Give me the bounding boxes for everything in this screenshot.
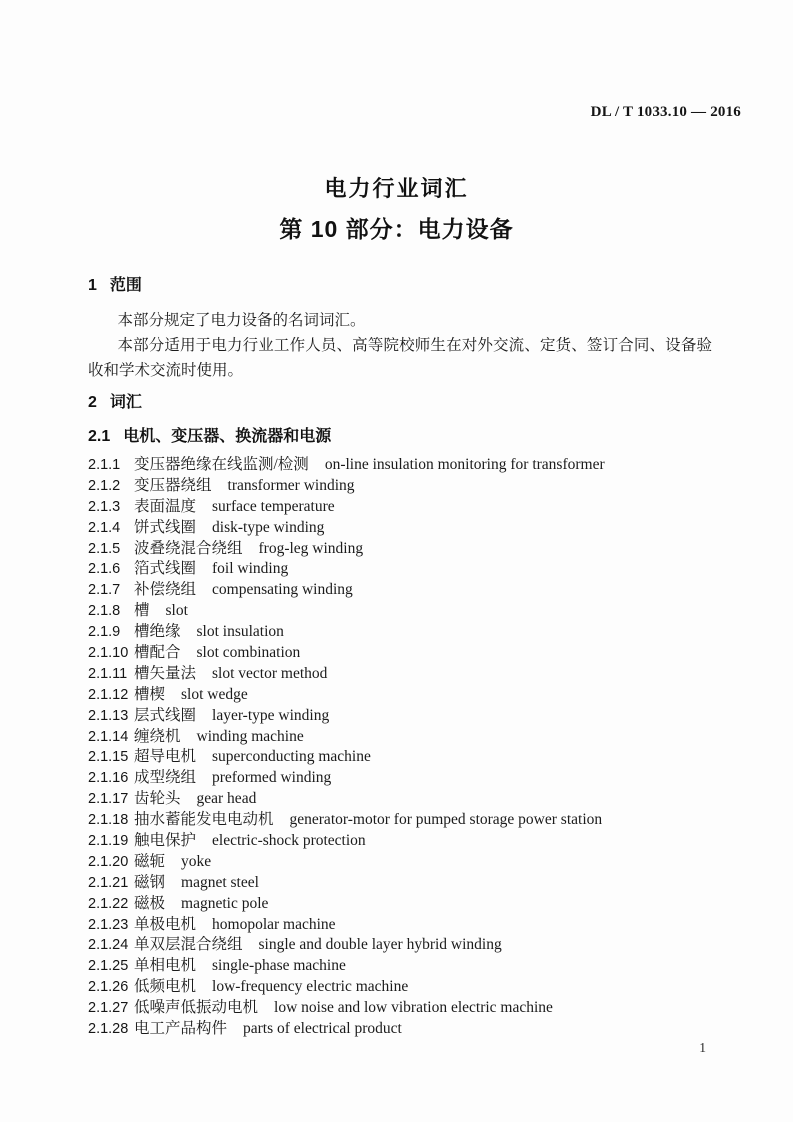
item-term-zh: 单极电机	[134, 915, 197, 933]
item-term-en: electric-shock protection	[212, 832, 366, 850]
glossary-item	[88, 831, 712, 852]
item-term-en: single-phase machine	[212, 957, 346, 975]
item-term-en: slot insulation	[196, 623, 284, 641]
item-number: 2.1.17	[88, 791, 129, 808]
item-number: 2.1.7	[88, 582, 121, 599]
item-term-en: yoke	[181, 852, 212, 870]
item-term-zh: 成型绕组	[134, 769, 197, 787]
item-number: 2.1.23	[88, 916, 129, 933]
title-line-1: 电力行业词汇	[324, 176, 469, 201]
item-term-en: on-line insulation monitoring for transformer	[324, 456, 605, 473]
item-term-zh: 表面温度	[134, 497, 197, 515]
item-term-zh: 磁轭	[134, 852, 166, 870]
item-term-zh: 饼式线圈	[134, 518, 197, 536]
item-term-zh: 波叠绕混合绕组	[134, 539, 243, 557]
item-term-en: preformed winding	[212, 769, 332, 787]
glossary-item	[88, 727, 712, 748]
item-term-en: single and double layer hybrid winding	[258, 936, 502, 954]
item-term-zh: 补偿绕组	[134, 581, 197, 599]
glossary-item	[88, 559, 712, 580]
item-term-zh: 抽水蓄能发电电动机	[134, 811, 274, 829]
item-number: 2.1.14	[88, 728, 129, 745]
glossary-item	[88, 455, 712, 476]
item-number: 2.1.19	[88, 833, 129, 850]
item-term-en: compensating winding	[212, 581, 353, 599]
item-term-zh: 槽配合	[134, 644, 181, 662]
item-term-en: gear head	[196, 790, 257, 808]
item-number: 2.1.11	[88, 665, 128, 682]
glossary-item	[88, 706, 712, 727]
glossary-item	[88, 601, 712, 622]
item-number: 2.1.21	[88, 874, 129, 891]
item-number: 2.1.12	[88, 686, 129, 703]
item-number: 2.1.13	[88, 707, 129, 724]
item-number: 2.1.25	[88, 958, 129, 975]
item-term-zh: 低频电机	[134, 978, 197, 996]
item-term-zh: 槽绝缘	[134, 623, 181, 641]
standard-code-header: DL / T 1033.10 — 2016	[590, 104, 741, 120]
subsection-title: 电机、变压器、换流器和电源	[123, 428, 332, 445]
glossary-item	[88, 998, 712, 1019]
glossary-list	[88, 455, 712, 1040]
item-number: 2.1.15	[88, 749, 129, 766]
item-term-en: homopolar machine	[212, 915, 336, 933]
item-term-en: foil winding	[212, 560, 289, 578]
page-number: 1	[699, 1040, 706, 1055]
scope-section-number: 1	[88, 277, 97, 294]
glossary-item	[88, 539, 712, 560]
item-number: 2.1.27	[88, 1000, 129, 1017]
item-term-en: magnet steel	[181, 873, 259, 891]
item-term-en: winding machine	[196, 727, 304, 745]
glossary-item	[88, 852, 712, 873]
paragraph-scope-2: 本部分适用于电力行业工作人员、高等院校师生在对外交流、定货、签订合同、设备验收和学术交流时使用。	[88, 337, 712, 379]
glossary-item	[88, 810, 712, 831]
item-number: 2.1.9	[88, 624, 121, 641]
item-number: 2.1.1	[88, 457, 121, 473]
item-term-en: slot vector method	[212, 664, 328, 682]
item-term-zh: 箔式线圈	[134, 560, 197, 578]
glossary-item	[88, 873, 712, 894]
item-number: 2.1.28	[88, 1021, 129, 1038]
paragraph-scope-1: 本部分规定了电力设备的名词词汇。	[117, 312, 366, 329]
item-number: 2.1.8	[88, 603, 121, 620]
glossary-item	[88, 789, 712, 810]
title-line-2: 第 10 部分：电力设备	[279, 216, 514, 242]
glossary-item	[88, 956, 712, 977]
item-term-zh: 变压器绕组	[134, 476, 212, 494]
item-term-zh: 超导电机	[134, 748, 197, 766]
item-term-zh: 槽矢量法	[134, 664, 197, 682]
item-term-en: surface temperature	[212, 497, 335, 515]
glossary-item	[88, 747, 712, 768]
item-term-zh: 磁极	[134, 894, 166, 912]
item-term-zh: 槽楔	[134, 685, 166, 703]
section-heading-scope	[88, 276, 712, 296]
item-number: 2.1.6	[88, 561, 121, 578]
item-term-en: disk-type winding	[212, 518, 325, 536]
scope-section-title: 范围	[109, 277, 142, 294]
glossary-item	[88, 768, 712, 789]
document-body	[88, 276, 712, 1040]
item-term-en: slot	[165, 602, 188, 620]
item-term-en: magnetic pole	[181, 894, 269, 912]
glossary-item	[88, 915, 712, 936]
glossary-item	[88, 580, 712, 601]
item-number: 2.1.16	[88, 770, 129, 787]
glossary-item	[88, 935, 712, 956]
item-number: 2.1.18	[88, 812, 129, 829]
item-term-en: superconducting machine	[212, 748, 371, 766]
glossary-item	[88, 518, 712, 539]
glossary-item	[88, 977, 712, 998]
subsection-heading-machines	[88, 427, 712, 447]
glossary-item	[88, 664, 712, 685]
item-term-zh: 缠绕机	[134, 727, 181, 745]
item-number: 2.1.4	[88, 519, 121, 536]
item-term-en: frog-leg winding	[258, 539, 364, 557]
document-title	[0, 172, 793, 244]
item-term-zh: 磁钢	[134, 873, 166, 891]
item-term-en: transformer winding	[227, 476, 355, 494]
item-term-zh: 层式线圈	[134, 706, 197, 724]
glossary-item	[88, 622, 712, 643]
glossary-item	[88, 894, 712, 915]
item-term-zh: 电工产品构件	[134, 1020, 228, 1038]
item-term-zh: 单相电机	[134, 957, 197, 975]
glossary-item	[88, 1019, 712, 1040]
item-number: 2.1.24	[88, 937, 129, 954]
section-heading-vocabulary	[88, 393, 712, 413]
item-term-en: slot wedge	[181, 685, 248, 703]
item-number: 2.1.26	[88, 979, 129, 996]
item-term-en: low-frequency electric machine	[212, 978, 409, 996]
item-number: 2.1.20	[88, 853, 129, 870]
vocabulary-section-number: 2	[88, 394, 97, 411]
item-number: 2.1.10	[88, 645, 129, 662]
item-number: 2.1.2	[88, 477, 121, 494]
item-term-zh: 触电保护	[134, 832, 197, 850]
glossary-item	[88, 476, 712, 497]
item-number: 2.1.3	[88, 498, 121, 515]
subsection-number: 2.1	[88, 428, 111, 445]
item-term-en: parts of electrical product	[243, 1020, 402, 1038]
glossary-item	[88, 497, 712, 518]
glossary-item	[88, 685, 712, 706]
item-term-zh: 变压器绝缘在线监测/检测	[134, 456, 309, 473]
glossary-item	[88, 643, 712, 664]
item-term-zh: 单双层混合绕组	[134, 936, 243, 954]
item-number: 2.1.22	[88, 895, 129, 912]
item-number: 2.1.5	[88, 540, 121, 557]
item-term-zh: 槽	[134, 602, 150, 620]
vocabulary-section-title: 词汇	[109, 394, 142, 411]
item-term-en: low noise and low vibration electric machine	[274, 999, 553, 1017]
item-term-zh: 齿轮头	[134, 790, 181, 808]
item-term-en: slot combination	[196, 644, 301, 662]
item-term-en: generator-motor for pumped storage power station	[289, 811, 603, 829]
item-term-en: layer-type winding	[212, 706, 330, 724]
item-term-zh: 低噪声低振动电机	[134, 999, 259, 1017]
